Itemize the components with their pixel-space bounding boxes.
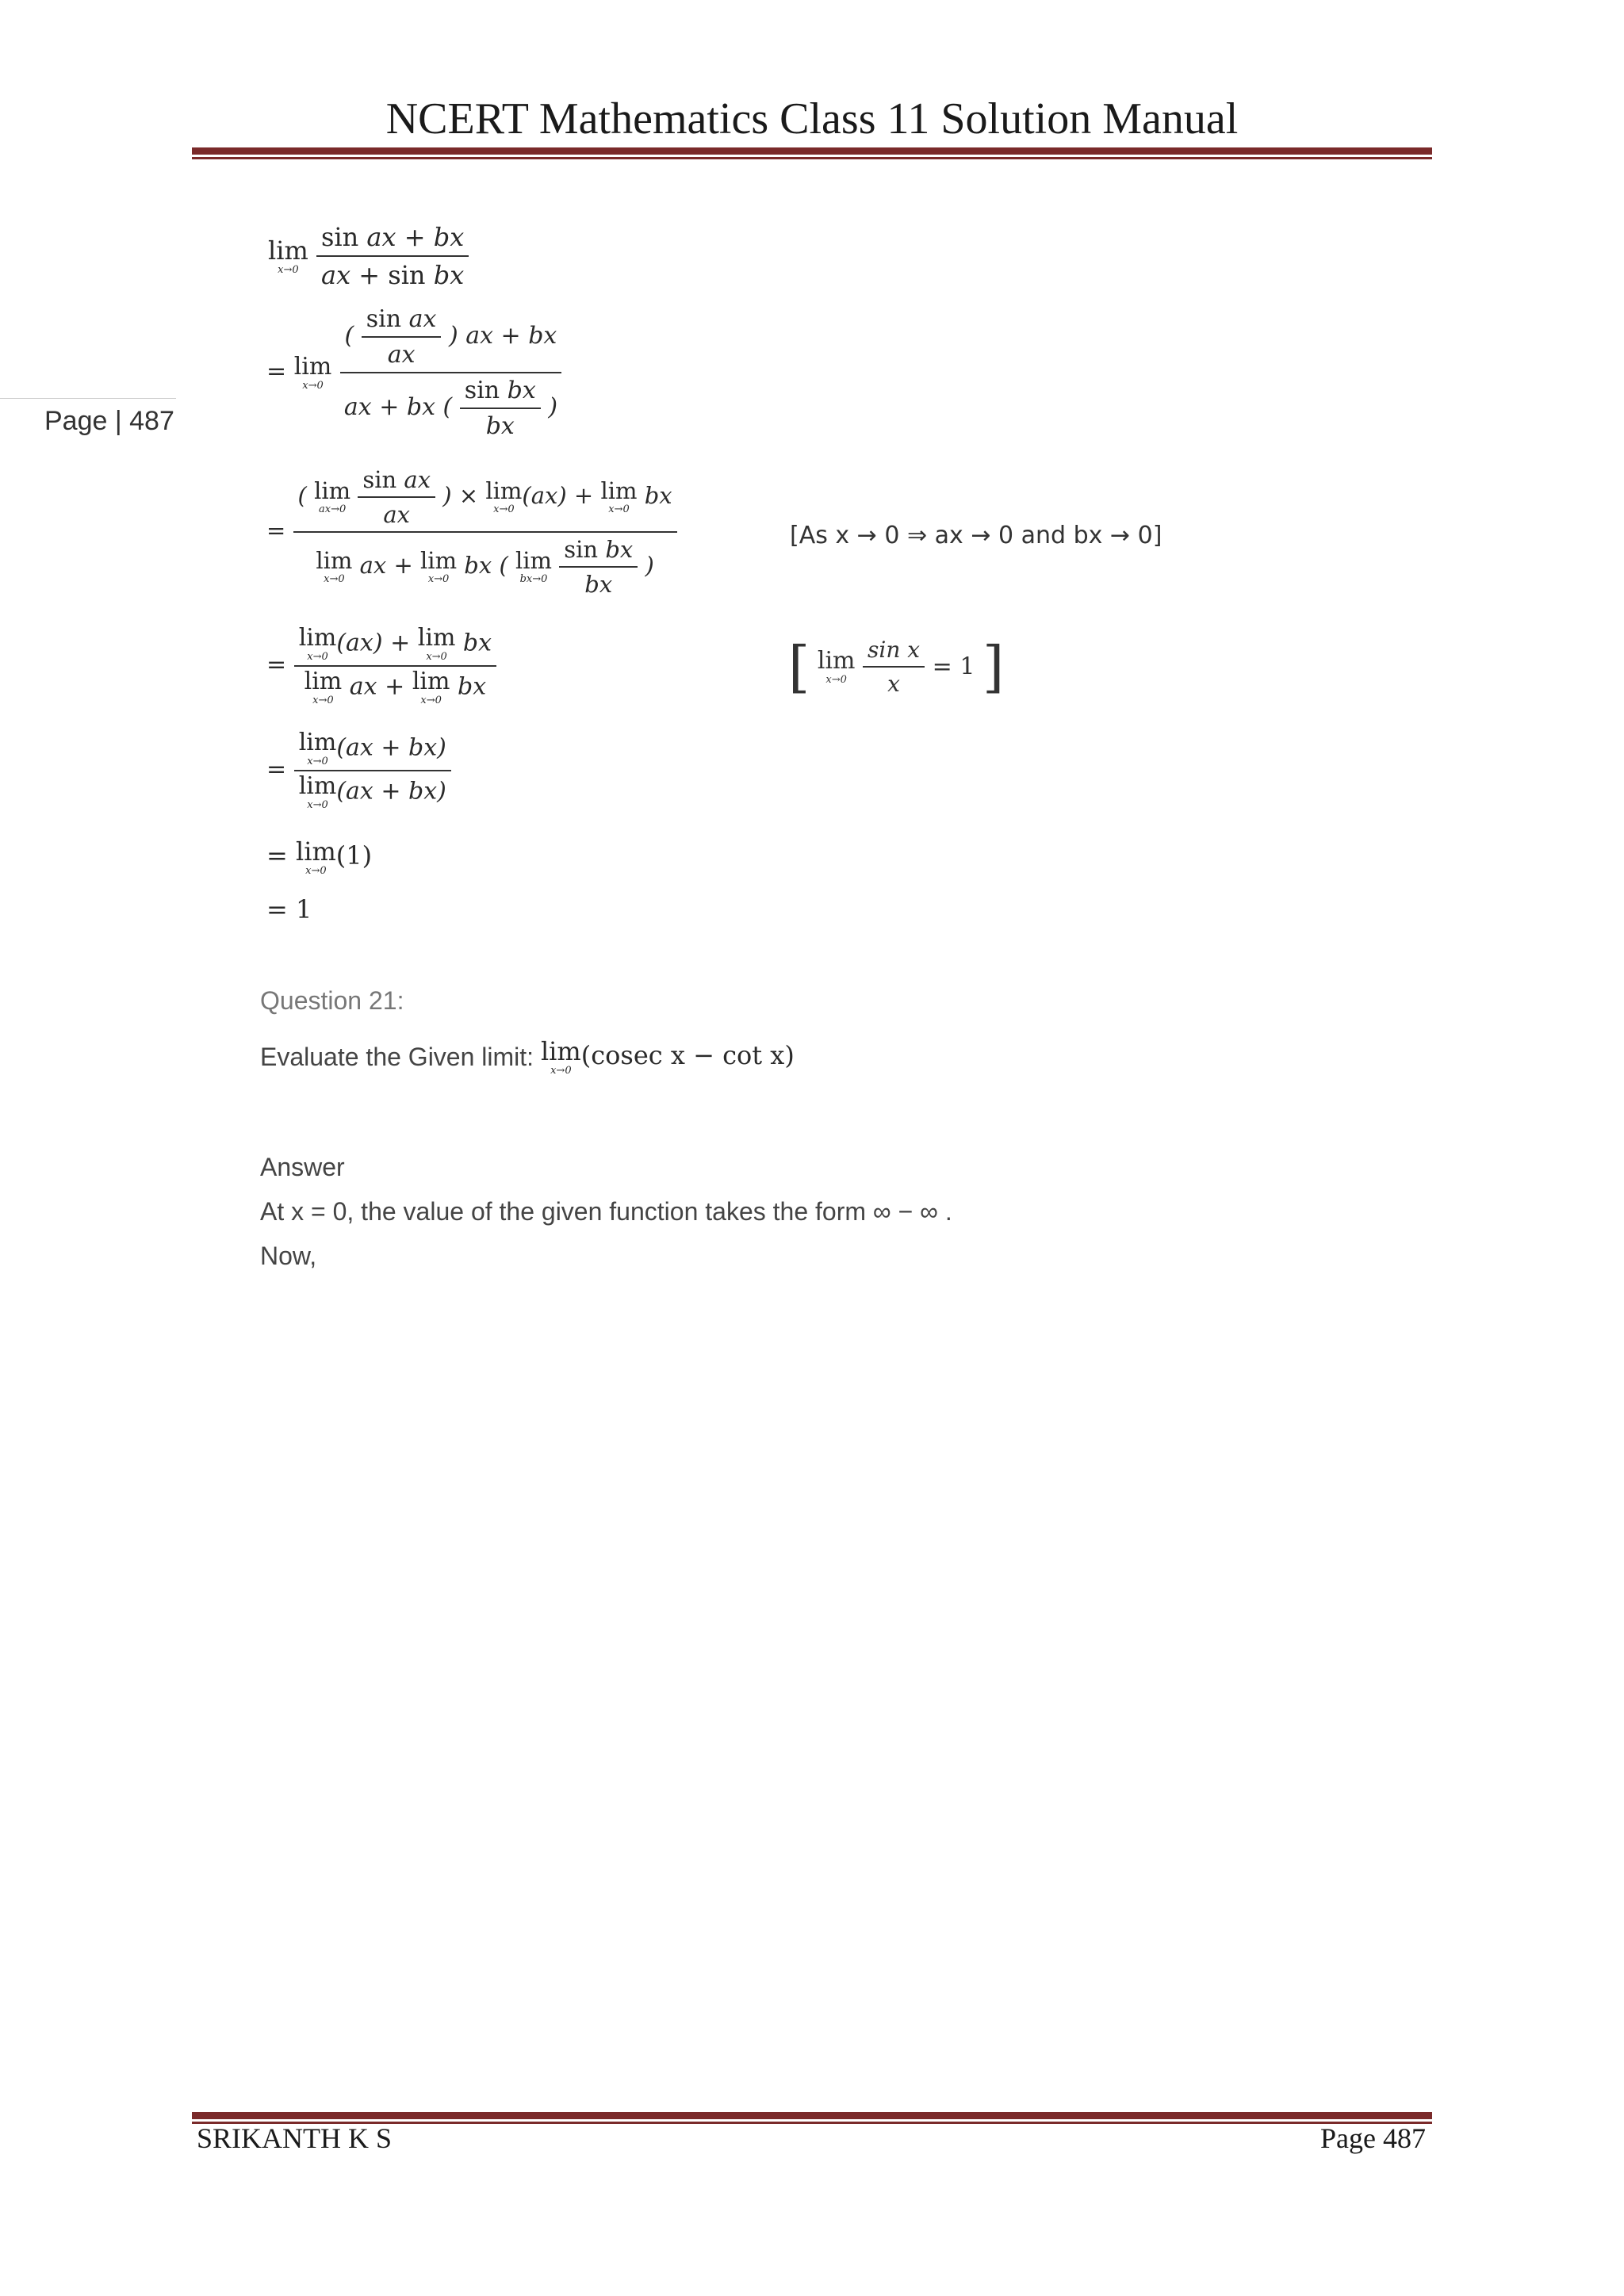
answer-label: Answer	[260, 1153, 345, 1181]
math-line-5: = lim x→0 (ax + bx) lim x→0 (ax + bx)	[266, 731, 451, 810]
math-line-1: lim x→0 $\frac{\text{sin ax + bx}}{\text{ax + sin bx}}$	[268, 222, 469, 290]
question-prompt: Evaluate the Given limit: lim x→0 (cosec x − cot x)	[260, 1036, 795, 1077]
header-rule	[192, 147, 1432, 159]
math-line-6: = lim x→0 (1)	[266, 836, 373, 877]
math-line-7: = 1	[266, 894, 312, 924]
answer-line-2: Now,	[260, 1242, 317, 1270]
math-line-4: = lim x→0 (ax) + lim x→0 bx lim x→0 ax + lim x→0 bx	[266, 626, 496, 706]
footer-page-number: Page 487	[1320, 2122, 1426, 2154]
question-label: Question 21:	[260, 986, 404, 1015]
document-title: NCERT Mathematics Class 11 Solution Manual	[385, 94, 1239, 144]
math-line-2: = lim x→0 ( $\frac{\text{sin ax}}{ax}$ ) ax + bx ax + bx ( $\frac{\text{sin bx}}{bx}$ )	[266, 305, 562, 440]
limit-note-2: [ lim x→0 $\frac{\text{sin x}}{x}$ = 1 ]	[788, 634, 1005, 699]
footer-author: SRIKANTH K S	[197, 2122, 393, 2154]
math-line-3: = ( lim ax→0 $\frac{\text{sin ax}}{ax}$ ) × lim x→0 (ax) + lim x→0 bx lim x→0 ax + lim x→0 bx ( lim bx→0 $\frac{\text{sin bx}}{bx}$ )	[266, 466, 677, 598]
side-page-number: Page | 487	[44, 406, 174, 436]
answer-line-1: At x = 0, the value of the given function takes the form ∞ − ∞ .	[260, 1197, 952, 1226]
margin-divider	[0, 398, 176, 399]
limit-note-1: [As x → 0 ⇒ ax → 0 and bx → 0]	[790, 522, 1162, 549]
